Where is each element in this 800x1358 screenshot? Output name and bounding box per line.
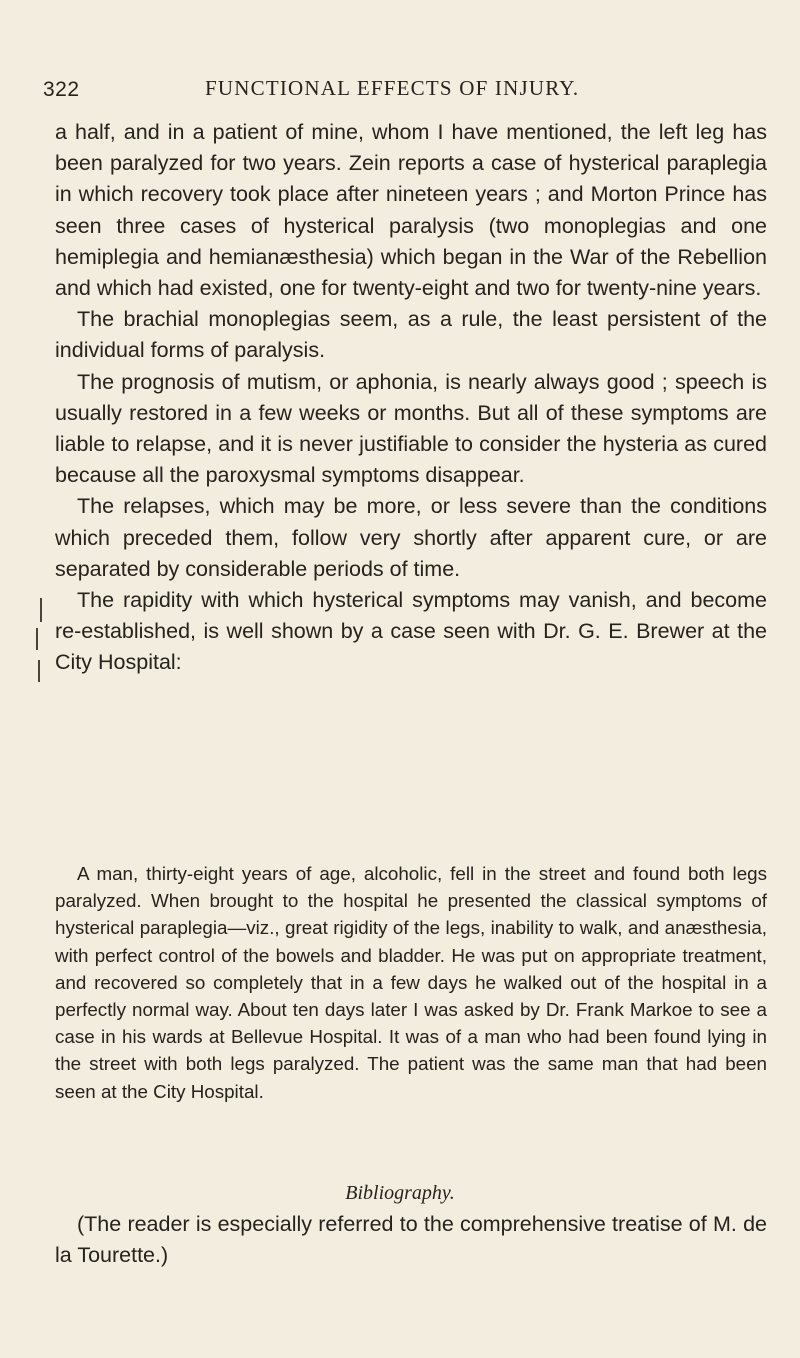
bibliography-note-text: (The reader is especially referred to the comprehensive treatise of M. de la Tourette.) [55,1212,767,1267]
page-number: 322 [43,78,80,101]
margin-mark [40,598,42,622]
paragraph-rapidity: The rapidity with which hysterical symptoms may vanish, and become re-established, is well shown by a case seen with Dr. G. E. Brewer at the City Hospital: [55,588,767,675]
case-report-text: A man, thirty-eight years of age, alcoholic, fell in the street and found both legs paralyzed. When brought to the hospital he presented the classical symptoms of hysterical paraplegia—viz., great rigidity of the legs, inability to walk, and anæsthesia, with perfect control of the bowels and bladder. He was put on appropriate treatment, and recovered so completely that in a few days he walked out of the hospital in a perfectly normal way. About ten days later I was asked by Dr. Frank Markoe to see a case in his wards at Bellevue Hospital. It was of a man who had been found lying in the street with both legs paralyzed. The patient was the same man that had been seen at the City Hospital. [55,863,767,1102]
margin-mark [38,660,40,682]
paragraph-continuation: a half, and in a patient of mine, whom I have mentioned, the left leg has been paralyzed for two years. Zein reports a case of hysterical paraplegia in which recovery took place after nineteen years ; and Morton Prince has seen three cases of hysterical paralysis (two monoplegias and one hemiplegia and hemianæsthesia) which began in the War of the Rebellion and which had existed, one for twenty-eight and two for twenty-nine years. [55,120,767,301]
running-head: FUNCTIONAL EFFECTS OF INJURY. [205,76,580,100]
margin-mark [36,628,38,650]
page-header [0,76,800,106]
main-text [55,117,767,679]
paragraph-brachial-monoplegias: The brachial monoplegias seem, as a rule, the least persistent of the individual forms of paralysis. [55,307,767,363]
case-report [55,860,767,1105]
paragraph-prognosis-mutism: The prognosis of mutism, or aphonia, is nearly always good ; speech is usually restored in a few weeks or months. But all of these symptoms are liable to relapse, and it is never justifiable to consider the hysteria as cured because all the paroxysmal symptoms disappear. [55,369,767,488]
bibliography-heading: Bibliography. [345,1182,455,1204]
bibliography-note [55,1209,767,1271]
paragraph-relapses: The relapses, which may be more, or less severe than the conditions which preceded them, follow very shortly after apparent cure, or are separated by considerable periods of time. [55,494,767,581]
